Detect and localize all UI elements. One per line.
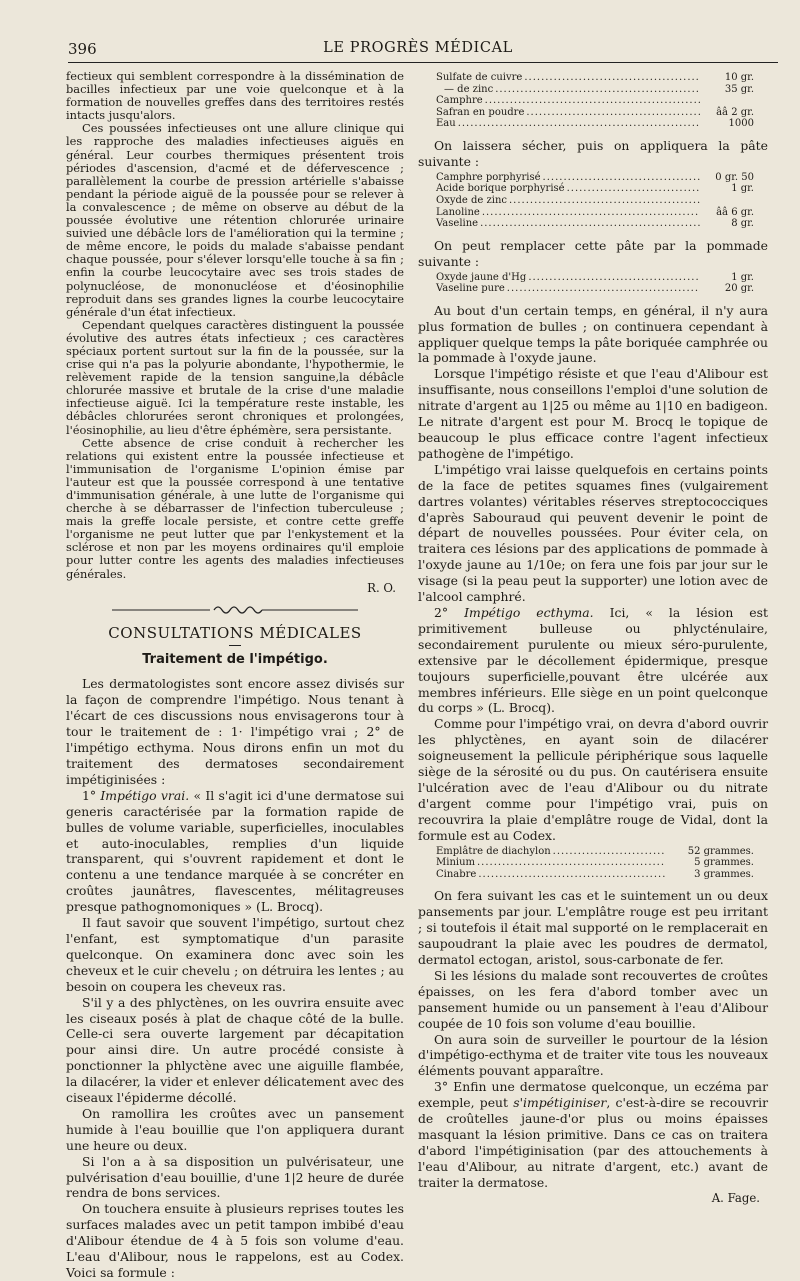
paragraph: Si les lésions du malade sont recouvertes de croûtes épaisses, on les fera d'abord tomber avec un pansement humide ou un pansement à l'eau d'Alibour coupée de 10 fois son volume d'eau bouillie. — [418, 967, 768, 1031]
paragraph — [66, 788, 404, 915]
paragraph: Ces poussées infectieuses ont une allure clinique qui les rapproche des maladies infectieuses aiguës en général. Leur courbes thermiques présentent trois périodes d'ascension, d'acmé et de défervescence ; parallèlement la courbe de pression artérielle s'abaisse pendant la période aiguë de la poussée pour se relever à la convalescence ; de même on observe au début de la poussée évolutive une rétention chlorurée urinaire suivied une débâcle lors de l'amélioration qui la termine ; de même encore, le poids du malade s'abaisse pendant chaque poussée, pour s'élever lorsqu'elle touche à sa fin ; enfin la courbe leucocytaire avec ses trois stades de polynucléose, de mononucléose et d'éosinophilie reproduit dans ses grandes lignes la courbe leucocytaire générale d'un état infectieux. — [66, 121, 404, 319]
article-signature: R. O. — [367, 580, 396, 595]
page-header — [68, 38, 768, 62]
formula-row: Camphre ..... — [436, 95, 754, 107]
paragraph: S'il y a des phlyctènes, on les ouvrira ensuite avec les ciseaux posés à plat de chaque côté de la bulle. Celle-ci sera ouverte largement par décapitation pour ainsi dire. Un autre procédé consiste à ponctionner la phlyctène avec une aiguille flambée, la dilacérer, la vider et enlever délicatement avec des ciseaux l'épiderme décollé. — [66, 994, 404, 1106]
paragraph: Cette absence de crise conduit à rechercher les relations qui existent entre la poussée infectieuse et l'immunisation de l'organisme L'opinion émise par l'auteur est que la poussée correspond à une tentative d'immunisation générale, à une lutte de l'organisme qui cherche à se débarrasser de l'infection tuberculeuse ; mais la greffe locale persiste, et contre cette greffe l'organisme ne peut lutter que par l'enkystement et la sclérose et non par les moyens ordinaires qu'il emploie pour lutter contre les agents des maladies infectieuses générales. — [66, 435, 404, 581]
formula-vidal-plaster — [436, 846, 754, 881]
formula-row: Oxyde jaune d'Hg ..... 1 gr. — [436, 272, 754, 284]
paragraph: Au bout d'un certain temps, en général, il n'y aura plus formation de bulles ; on continuera cependant à appliquer quelque temps la pâte boriquée camphrée ou la pommade à l'oxyde jaune. — [418, 302, 768, 366]
emphasis-term: s'impétiginiser — [513, 1095, 607, 1111]
paragraph: L'impétigo vrai laisse quelquefois en certains points de la face de petites squames fines (vulgairement dartres volantes) véritables réserves streptococciques d'après Sabouraud qui peuvent devenir le point de départ de nouvelles poussées. Pour éviter cela, on traitera ces lésions par des applications de pommade à l'oxyde jaune au 1/10e; on fera une fois par jour sur le visage (si la peau peut la supporter) une lotion avec de l'alcool camphré. — [418, 461, 768, 605]
ornament-rule-icon — [110, 604, 360, 616]
paragraph: On laissera sécher, puis on appliquera la pâte suivante : — [418, 137, 768, 169]
article-title: Traitement de l'impétigo. — [142, 652, 328, 668]
running-title: LE PROGRÈS MÉDICAL — [323, 40, 513, 56]
paragraph-text: « Il s'agit ici d'une dermatose sui generis caractérisée par la formation rapide de bulles de volume variable, superficielles, inoculables et auto-inoculables, remplies d'un liquide transparent, qui s'ouvrent rapidement et dont le contenu a une tendance marquée à se concréter en croûtes jaunâtres, flavescentes, mélitagreuses presque pathognomoniques » (L. Brocq). — [66, 787, 404, 915]
paragraph-text: , c'est-à-dire se recouvrir de croûtelles jaune-d'or plus ou moins épaisses masquant la lésion primitive. Dans ce cas on traitera d'abord l'impétiginisation (par des attouchements à l'eau d'Alibour, au nitrate d'argent, etc.) avant de traiter la dermatose. — [418, 1095, 768, 1190]
paragraph-text: 3° Enfin une dermatose quelconque, un eczéma par exemple, peut — [418, 1079, 768, 1111]
paragraph: On touchera ensuite à plusieurs reprises toutes les surfaces malades avec un petit tampon imbibé d'eau d'Alibour étendue de 4 à 5 fois son volume d'eau. L'eau d'Alibour, nous le rappelons, est au Codex. Voici sa formule : — [66, 1201, 404, 1280]
paragraph-text: Ici, « la lésion est primitivement bulleuse ou phlycténulaire, secondairement purulente ou mieux séro-purulente, extensive par le décollement épidermique, presque toujours superficielle,pouvant être ulcérée aux membres inférieurs. Elle siège en un point quelconque du corps » (L. Brocq). — [418, 604, 768, 716]
formula-row: Lanoline ..... ââ 6 gr. — [436, 207, 754, 219]
formula-row: Vaseline ..... 8 gr. — [436, 218, 754, 230]
paragraph: Comme pour l'impétigo vrai, on devra d'abord ouvrir les phlyctènes, en ayant soin de dilacérer soigneusement la pellicule périphérique sous laquelle siège de la sérosité ou du pus. On cautérisera ensuite l'ulcération avec de l'eau d'Alibour ou du nitrate d'argent comme pour l'impétigo vrai, puis on recouvrira la plaie d'emplâtre rouge de Vidal, dont la formule est au Codex. — [418, 716, 768, 843]
author-signature: A. Fage. — [711, 1190, 760, 1205]
right-column — [418, 70, 768, 1206]
paragraph: Cependant quelques caractères distinguent la poussée évolutive des autres états infectieux ; ces caractères spéciaux portent surtout sur la fin de la poussée, sur la crise qui n'a pas la polyurie abondante, l'hypothermie, le relèvement rapide de la tension sanguine,la débâcle chlorurée massive et brutale de la crise d'une maladie infectieuse aiguë. Ici la température reste instable, les débâcles chlorurées seront chroniques et prolongées, l'éosinophilie, au lieu d'être éphémère, sera persistante. — [66, 317, 404, 437]
paragraph: On fera suivant les cas et le suintement un ou deux pansements par jour. L'emplâtre rouge est peu irritant ; si toutefois il était mal supporté on le remplacerait en saupoudrant la plaie avec les poudres de dermatol, dermatol ectogan, aristol, sous-carbonate de fer. — [418, 888, 768, 967]
formula-row: Cinabre ..... 3 grammes. — [436, 869, 754, 881]
formula-row: Emplâtre de diachylon ..... 52 grammes. — [436, 846, 754, 858]
paragraph: fectieux qui semblent correspondre à la dissémination de bacilles infectieux par une voie quelconque et à la formation de nouvelles greffes dans des territoires restés intacts jusqu'alors. — [66, 69, 404, 123]
paragraph: On peut remplacer cette pâte par la pommade suivante : — [418, 237, 768, 269]
formula-row: Vaseline pure ..... 20 gr. — [436, 283, 754, 295]
paragraph: Si l'on a à sa disposition un pulvérisateur, une pulvérisation d'eau bouillie, d'une 1|2 heure de durée rendra de bons services. — [66, 1153, 404, 1201]
paragraph — [418, 605, 768, 716]
formula-row: Minium ..... 5 grammes. — [436, 857, 754, 869]
emphasis-term: Impétigo vrai. — [100, 787, 190, 803]
left-column — [66, 70, 404, 1281]
section-title: CONSULTATIONS MÉDICALES — [108, 624, 362, 643]
formula-row: — de zinc ..... 35 gr. — [436, 84, 754, 96]
paragraph: Il faut savoir que souvent l'impétigo, surtout chez l'enfant, est symptomatique d'un parasite quelconque. On examinera donc avec soin les cheveux et le cuir chevelu ; on détruira les lentes ; au besoin on coupera les cheveux ras. — [66, 915, 404, 994]
formula-row: Sulfate de cuivre ..... 10 gr. — [436, 72, 754, 84]
header-rule — [68, 62, 778, 63]
page-number: 396 — [68, 40, 97, 58]
formula-alibour — [436, 72, 754, 130]
title-dash — [229, 645, 241, 646]
formula-row: Camphre porphyrisé ..... 0 gr. 50 — [436, 172, 754, 184]
paragraph: Les dermatologistes sont encore assez divisés sur la façon de comprendre l'impétigo. Nous tenant à l'écart de ces discussions nous envisagerons tour à tour le traitement de : 1· l'impétigo vrai ; 2° de l'impétigo ecthyma. Nous dirons enfin un mot du traitement des dermatoses secondairement impétiginisées : — [66, 676, 404, 787]
formula-yellow-oxide — [436, 272, 754, 295]
formula-row: Acide borique porphyrisé ..... 1 gr. — [436, 183, 754, 195]
formula-row: Safran en poudre ..... ââ 2 gr. — [436, 107, 754, 119]
formula-row: Eau ..... 1000 — [436, 118, 754, 130]
list-number: 1° — [82, 787, 101, 803]
section-ornament — [66, 604, 404, 620]
list-number: 2° — [434, 604, 465, 620]
paragraph: On ramollira les croûtes avec un pansement humide à l'eau bouillie que l'on appliquera durant une heure ou deux. — [66, 1105, 404, 1153]
formula-boric-paste — [436, 172, 754, 230]
paragraph: Lorsque l'impétigo résiste et que l'eau d'Alibour est insuffisante, nous conseillons l'emploi d'une solution de nitrate d'argent au 1|25 ou même au 1|10 en badigeon. Le nitrate d'argent est pour M. Brocq le topique de beaucoup le plus efficace contre l'agent infectieux pathogène de l'impétigo. — [418, 366, 768, 461]
paragraph: On aura soin de surveiller le pourtour de la lésion d'impétigo-ecthyma et de traiter vite tous les nouveaux éléments pouvant apparaître. — [418, 1031, 768, 1079]
emphasis-term: Impétigo ecthyma. — [464, 604, 594, 620]
formula-row: Oxyde de zinc ..... — [436, 195, 754, 207]
paragraph — [418, 1079, 768, 1190]
